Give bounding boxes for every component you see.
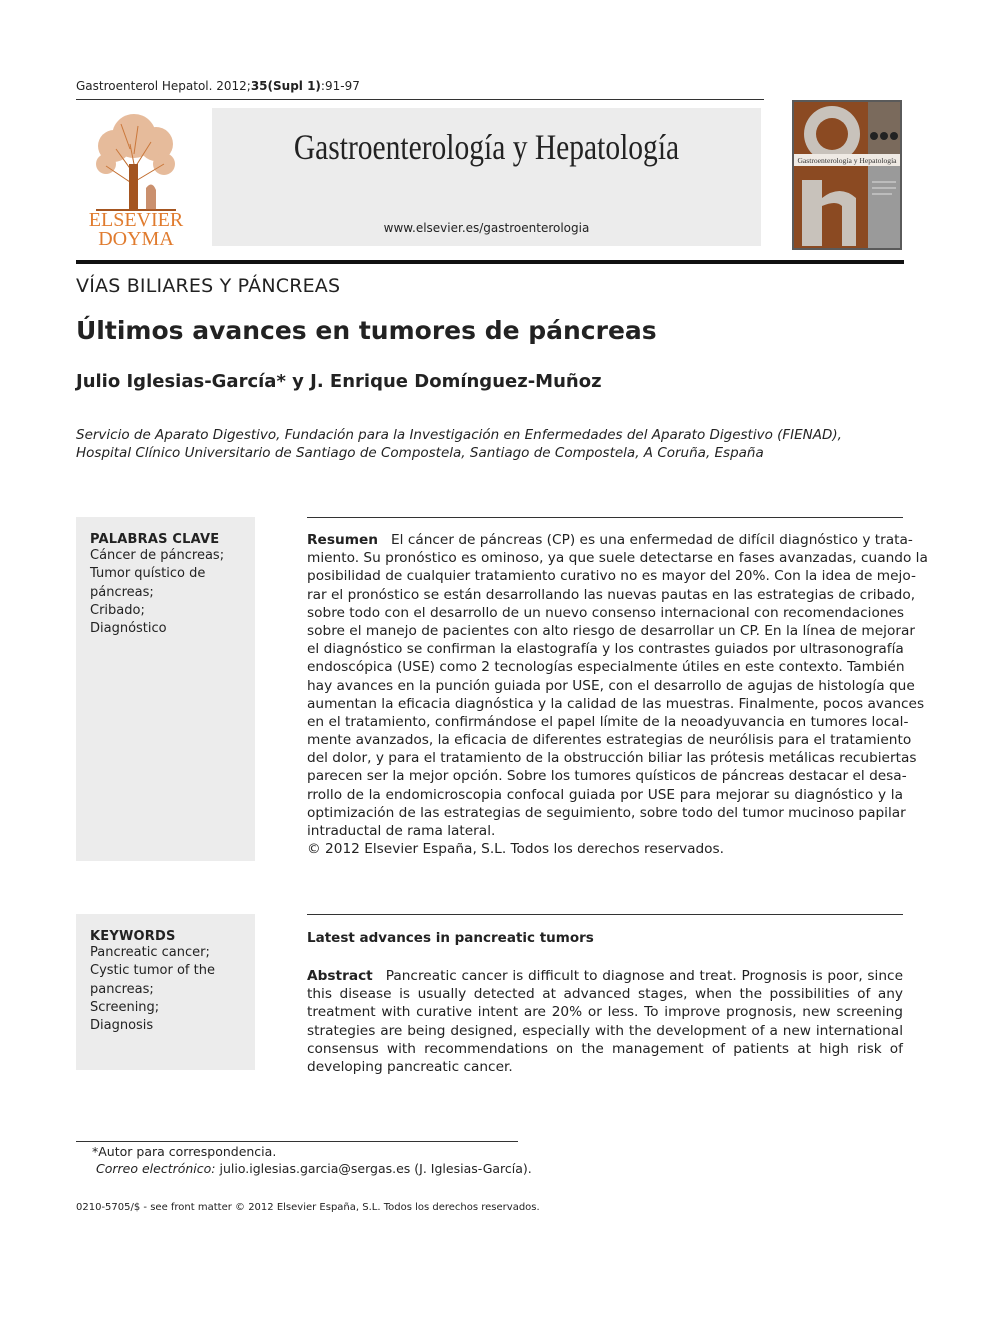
resumen-label: Resumen — [307, 532, 379, 548]
logo-text-doyma: DOYMA — [98, 228, 174, 246]
keyword-item: Diagnosis — [90, 1018, 154, 1034]
keywords-en-heading: KEYWORDS — [90, 929, 176, 944]
article-authors: Julio Iglesias-García* y J. Enrique Domínguez-Muñoz — [76, 371, 602, 392]
author-affiliation: Servicio de Aparato Digestivo, Fundación para la Investigación en Enfermedades del Aparato Digestivo (FIENAD), Hospital Clínico Universitario de Santiago de Compostela, Santiago de Compostela, A Coruña, España — [76, 427, 842, 461]
journal-cover-image — [792, 100, 902, 250]
tree-logo-icon — [76, 104, 196, 246]
keyword-item: Pancreatic cancer; — [90, 945, 210, 960]
keywords-en-panel — [76, 914, 255, 1070]
keyword-item: Screening; — [90, 999, 160, 1015]
email-link[interactable]: julio.iglesias.garcia@sergas.es (J. Iglesias-García). — [219, 1161, 532, 1176]
resumen-rule — [307, 517, 903, 518]
copyright-line: © 2012 Elsevier España, S.L. Todos los derechos reservados. — [307, 841, 724, 858]
email-note: Correo electrónico: julio.iglesias.garcia@sergas.es (J. Iglesias-García). — [96, 1161, 532, 1176]
header-thick-rule — [76, 260, 904, 264]
keywords-es-panel — [76, 517, 255, 861]
keyword-item: pancreas; — [90, 981, 154, 997]
keyword-item: Tumor quístico de — [90, 566, 206, 582]
abstract-body: Abstract Pancreatic cancer is difficult to diagnose and treat. Prognosis is poor, since this disease is usually detected at advanced stages, when the possibilities of any treatment with curative intent are 20% or less. To improve prognosis, new screening strategies are being designed, especially with the development of a new international consensus with recommendations on the management of patients at high risk of developing pancreatic cancer. — [307, 968, 903, 1075]
footnote-rule — [76, 1141, 518, 1142]
corresponding-author-note: *Autor para correspondencia. — [92, 1144, 277, 1159]
keyword-item: páncreas; — [90, 584, 154, 600]
english-title: Latest advances in pancreatic tumors — [307, 930, 594, 946]
keyword-item: Cribado; — [90, 602, 145, 618]
keywords-es-heading: PALABRAS CLAVE — [90, 532, 220, 547]
abstract-rule — [307, 914, 903, 915]
issn-footer: 0210-5705/$ - see front matter © 2012 Elsevier España, S.L. Todos los derechos reservados. — [76, 1202, 540, 1213]
citation-line: Gastroenterol Hepatol. 2012;35(Supl 1):91-97 — [76, 79, 360, 93]
keyword-item: Cystic tumor of the — [90, 963, 215, 979]
header-divider — [76, 99, 764, 100]
article-title: Últimos avances en tumores de páncreas — [76, 316, 657, 345]
section-heading: VÍAS BILIARES Y PÁNCREAS — [76, 275, 341, 297]
journal-title: Gastroenterología y Hepatología — [293, 127, 680, 167]
elsevier-doyma-logo — [76, 104, 196, 246]
resumen-body: Resumen El cáncer de páncreas (CP) es una enfermedad de difícil diagnóstico y trata- miento. Su pronóstico es ominoso, ya que suele detectarse en fases avanzadas, cuando la posibilidad de cualquier tratamiento curativo no es mayor del 20%. Con la idea de mejo- rar el pronóstico se están desarrollando las nuevas pautas en las estrategias de cribado, sobre todo con el desarrollo de un nuevo consenso internacional con recomendaciones sobre el manejo de pacientes con alto riesgo de desarrollar un CP. En la línea de mejorar el diagnóstico se confirman la elastografía y los contrastes guiados por ultrasonografía endoscópica (USE) como 2 tecnologías especialmente útiles en este contexto. También hay avances en la punción guiada por USE, con el desarrollo de agujas de histología que aumentan la eficacia diagnóstica y la calidad de las muestras. Finalmente, pocos avances en el tratamiento, confirmándose el papel límite de la neoadyuvancia en tumores local- mente avanzados, la eficacia de diferentes estrategias de neurólisis para el tratamiento del dolor, y para el tratamiento de la obstrucción biliar las prótesis metálicas recubiertas parecen ser la mejor opción. Sobre los tumores quísticos de páncreas destacar el desa- rrollo de la endomicroscopia confocal guiada por USE para mejorar su diagnóstico y la optimización de las estrategias de seguimiento, sobre todo del tumor mucinoso papilar intraductal de rama lateral. © 2012 Elsevier España, S.L. Todos los derechos reservados. — [307, 532, 928, 858]
keyword-item: Cáncer de páncreas; — [90, 548, 225, 563]
journal-url-link[interactable]: www.elsevier.es/gastroenterologia — [383, 221, 590, 235]
cover-title: Gastroenterología y Hepatología — [797, 156, 897, 165]
keyword-item: Diagnóstico — [90, 621, 167, 637]
abstract-label: Abstract — [307, 968, 373, 984]
logo-text-elsevier: ELSEVIER — [88, 209, 184, 231]
